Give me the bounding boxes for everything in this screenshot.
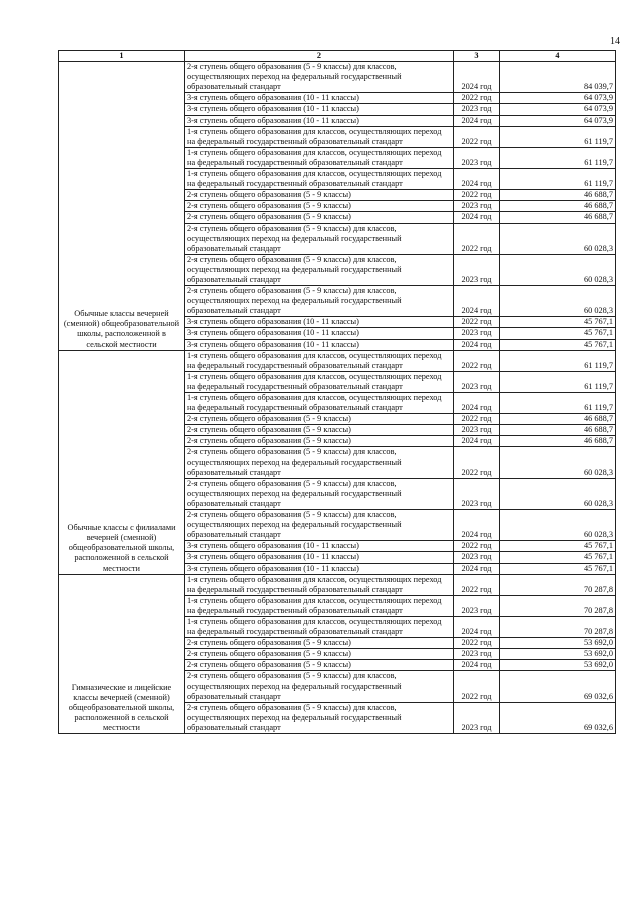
- description-cell: 3-я ступень общего образования (10 - 11 классы): [185, 93, 454, 104]
- value-cell: 46 688,7: [500, 414, 616, 425]
- tariff-table: [58, 50, 616, 734]
- value-cell: 46 688,7: [500, 436, 616, 447]
- year-cell: 2024 год: [454, 169, 500, 190]
- description-cell: 3-я ступень общего образования (10 - 11 классы): [185, 104, 454, 115]
- year-cell: 2023 год: [454, 328, 500, 339]
- year-cell: 2024 год: [454, 563, 500, 574]
- header-cell-2: 2: [185, 51, 454, 62]
- year-cell: 2024 год: [454, 115, 500, 126]
- year-cell: 2022 год: [454, 350, 500, 371]
- year-cell: 2022 год: [454, 126, 500, 147]
- description-cell: 1-я ступень общего образования для классов, осуществляющих переход на федеральный государственный образовательный стандарт: [185, 595, 454, 616]
- page-number: 14: [610, 36, 620, 47]
- year-cell: 2022 год: [454, 574, 500, 595]
- table-row: [59, 350, 616, 371]
- value-cell: 60 028,3: [500, 286, 616, 317]
- value-cell: 45 767,1: [500, 339, 616, 350]
- header-row: [59, 51, 616, 62]
- description-cell: 1-я ступень общего образования для классов, осуществляющих переход на федеральный государственный образовательный стандарт: [185, 147, 454, 168]
- header-cell-1: 1: [59, 51, 185, 62]
- category-cell: Обычные классы вечерней (сменной) общеобразовательной школы, расположенной в сельской местности: [59, 62, 185, 351]
- description-cell: 2-я ступень общего образования (5 - 9 классы): [185, 660, 454, 671]
- year-cell: 2023 год: [454, 425, 500, 436]
- value-cell: 60 028,3: [500, 447, 616, 478]
- value-cell: 64 073,9: [500, 104, 616, 115]
- year-cell: 2023 год: [454, 595, 500, 616]
- description-cell: 2-я ступень общего образования (5 - 9 классы) для классов, осуществляющих переход на федеральный государственный образовательный стандарт: [185, 671, 454, 702]
- table-row: [59, 574, 616, 595]
- description-cell: 2-я ступень общего образования (5 - 9 классы): [185, 425, 454, 436]
- year-cell: 2024 год: [454, 62, 500, 93]
- value-cell: 45 767,1: [500, 328, 616, 339]
- description-cell: 1-я ступень общего образования для классов, осуществляющих переход на федеральный государственный образовательный стандарт: [185, 350, 454, 371]
- year-cell: 2024 год: [454, 339, 500, 350]
- category-cell: Обычные классы с филиалами вечерней (сменной) общеобразовательной школы, расположенной в сельской местности: [59, 350, 185, 574]
- year-cell: 2024 год: [454, 286, 500, 317]
- description-cell: 2-я ступень общего образования (5 - 9 классы): [185, 649, 454, 660]
- description-cell: 3-я ступень общего образования (10 - 11 классы): [185, 317, 454, 328]
- value-cell: 45 767,1: [500, 317, 616, 328]
- description-cell: 3-я ступень общего образования (10 - 11 классы): [185, 541, 454, 552]
- year-cell: 2023 год: [454, 254, 500, 285]
- description-cell: 2-я ступень общего образования (5 - 9 классы): [185, 212, 454, 223]
- description-cell: 1-я ступень общего образования для классов, осуществляющих переход на федеральный государственный образовательный стандарт: [185, 169, 454, 190]
- value-cell: 60 028,3: [500, 478, 616, 509]
- year-cell: 2023 год: [454, 649, 500, 660]
- year-cell: 2022 год: [454, 223, 500, 254]
- value-cell: 61 119,7: [500, 350, 616, 371]
- year-cell: 2022 год: [454, 671, 500, 702]
- value-cell: 70 287,8: [500, 616, 616, 637]
- description-cell: 2-я ступень общего образования (5 - 9 классы): [185, 436, 454, 447]
- table-row: [59, 62, 616, 93]
- value-cell: 46 688,7: [500, 425, 616, 436]
- value-cell: 46 688,7: [500, 212, 616, 223]
- year-cell: 2022 год: [454, 93, 500, 104]
- year-cell: 2023 год: [454, 371, 500, 392]
- table-body: [59, 62, 616, 734]
- year-cell: 2022 год: [454, 447, 500, 478]
- description-cell: 2-я ступень общего образования (5 - 9 классы) для классов, осуществляющих переход на федеральный государственный образовательный стандарт: [185, 254, 454, 285]
- year-cell: 2022 год: [454, 414, 500, 425]
- year-cell: 2022 год: [454, 317, 500, 328]
- year-cell: 2023 год: [454, 702, 500, 733]
- year-cell: 2023 год: [454, 147, 500, 168]
- value-cell: 69 032,6: [500, 702, 616, 733]
- year-cell: 2024 год: [454, 510, 500, 541]
- year-cell: 2023 год: [454, 201, 500, 212]
- description-cell: 2-я ступень общего образования (5 - 9 классы) для классов, осуществляющих переход на федеральный государственный образовательный стандарт: [185, 447, 454, 478]
- value-cell: 70 287,8: [500, 595, 616, 616]
- description-cell: 1-я ступень общего образования для классов, осуществляющих переход на федеральный государственный образовательный стандарт: [185, 371, 454, 392]
- value-cell: 60 028,3: [500, 510, 616, 541]
- description-cell: 2-я ступень общего образования (5 - 9 классы): [185, 190, 454, 201]
- description-cell: 2-я ступень общего образования (5 - 9 классы) для классов, осуществляющих переход на федеральный государственный образовательный стандарт: [185, 478, 454, 509]
- value-cell: 70 287,8: [500, 574, 616, 595]
- value-cell: 61 119,7: [500, 126, 616, 147]
- value-cell: 45 767,1: [500, 552, 616, 563]
- year-cell: 2022 год: [454, 541, 500, 552]
- value-cell: 61 119,7: [500, 393, 616, 414]
- year-cell: 2023 год: [454, 552, 500, 563]
- value-cell: 45 767,1: [500, 563, 616, 574]
- description-cell: 3-я ступень общего образования (10 - 11 классы): [185, 552, 454, 563]
- description-cell: 3-я ступень общего образования (10 - 11 классы): [185, 115, 454, 126]
- value-cell: 60 028,3: [500, 223, 616, 254]
- description-cell: 1-я ступень общего образования для классов, осуществляющих переход на федеральный государственный образовательный стандарт: [185, 393, 454, 414]
- year-cell: 2024 год: [454, 660, 500, 671]
- value-cell: 45 767,1: [500, 541, 616, 552]
- description-cell: 2-я ступень общего образования (5 - 9 классы) для классов, осуществляющих переход на федеральный государственный образовательный стандарт: [185, 702, 454, 733]
- value-cell: 53 692,0: [500, 660, 616, 671]
- year-cell: 2024 год: [454, 616, 500, 637]
- year-cell: 2023 год: [454, 478, 500, 509]
- year-cell: 2022 год: [454, 638, 500, 649]
- category-cell: Гимназические и лицейские классы вечерней (сменной) общеобразовательной школы, расположенной в сельской местности: [59, 574, 185, 733]
- value-cell: 84 039,7: [500, 62, 616, 93]
- value-cell: 61 119,7: [500, 169, 616, 190]
- year-cell: 2024 год: [454, 436, 500, 447]
- header-cell-4: 4: [500, 51, 616, 62]
- year-cell: 2024 год: [454, 393, 500, 414]
- header-cell-3: 3: [454, 51, 500, 62]
- value-cell: 61 119,7: [500, 147, 616, 168]
- description-cell: 2-я ступень общего образования (5 - 9 классы): [185, 414, 454, 425]
- value-cell: 53 692,0: [500, 649, 616, 660]
- value-cell: 46 688,7: [500, 201, 616, 212]
- description-cell: 2-я ступень общего образования (5 - 9 классы) для классов, осуществляющих переход на федеральный государственный образовательный стандарт: [185, 510, 454, 541]
- value-cell: 64 073,9: [500, 115, 616, 126]
- description-cell: 1-я ступень общего образования для классов, осуществляющих переход на федеральный государственный образовательный стандарт: [185, 574, 454, 595]
- description-cell: 2-я ступень общего образования (5 - 9 классы): [185, 638, 454, 649]
- year-cell: 2023 год: [454, 104, 500, 115]
- year-cell: 2024 год: [454, 212, 500, 223]
- description-cell: 2-я ступень общего образования (5 - 9 классы): [185, 201, 454, 212]
- value-cell: 61 119,7: [500, 371, 616, 392]
- description-cell: 3-я ступень общего образования (10 - 11 классы): [185, 339, 454, 350]
- value-cell: 46 688,7: [500, 190, 616, 201]
- description-cell: 3-я ступень общего образования (10 - 11 классы): [185, 563, 454, 574]
- description-cell: 1-я ступень общего образования для классов, осуществляющих переход на федеральный государственный образовательный стандарт: [185, 616, 454, 637]
- description-cell: 2-я ступень общего образования (5 - 9 классы) для классов, осуществляющих переход на федеральный государственный образовательный стандарт: [185, 286, 454, 317]
- description-cell: 1-я ступень общего образования для классов, осуществляющих переход на федеральный государственный образовательный стандарт: [185, 126, 454, 147]
- description-cell: 2-я ступень общего образования (5 - 9 классы) для классов, осуществляющих переход на федеральный государственный образовательный стандарт: [185, 62, 454, 93]
- value-cell: 53 692,0: [500, 638, 616, 649]
- value-cell: 64 073,9: [500, 93, 616, 104]
- description-cell: 2-я ступень общего образования (5 - 9 классы) для классов, осуществляющих переход на федеральный государственный образовательный стандарт: [185, 223, 454, 254]
- description-cell: 3-я ступень общего образования (10 - 11 классы): [185, 328, 454, 339]
- year-cell: 2022 год: [454, 190, 500, 201]
- value-cell: 60 028,3: [500, 254, 616, 285]
- value-cell: 69 032,6: [500, 671, 616, 702]
